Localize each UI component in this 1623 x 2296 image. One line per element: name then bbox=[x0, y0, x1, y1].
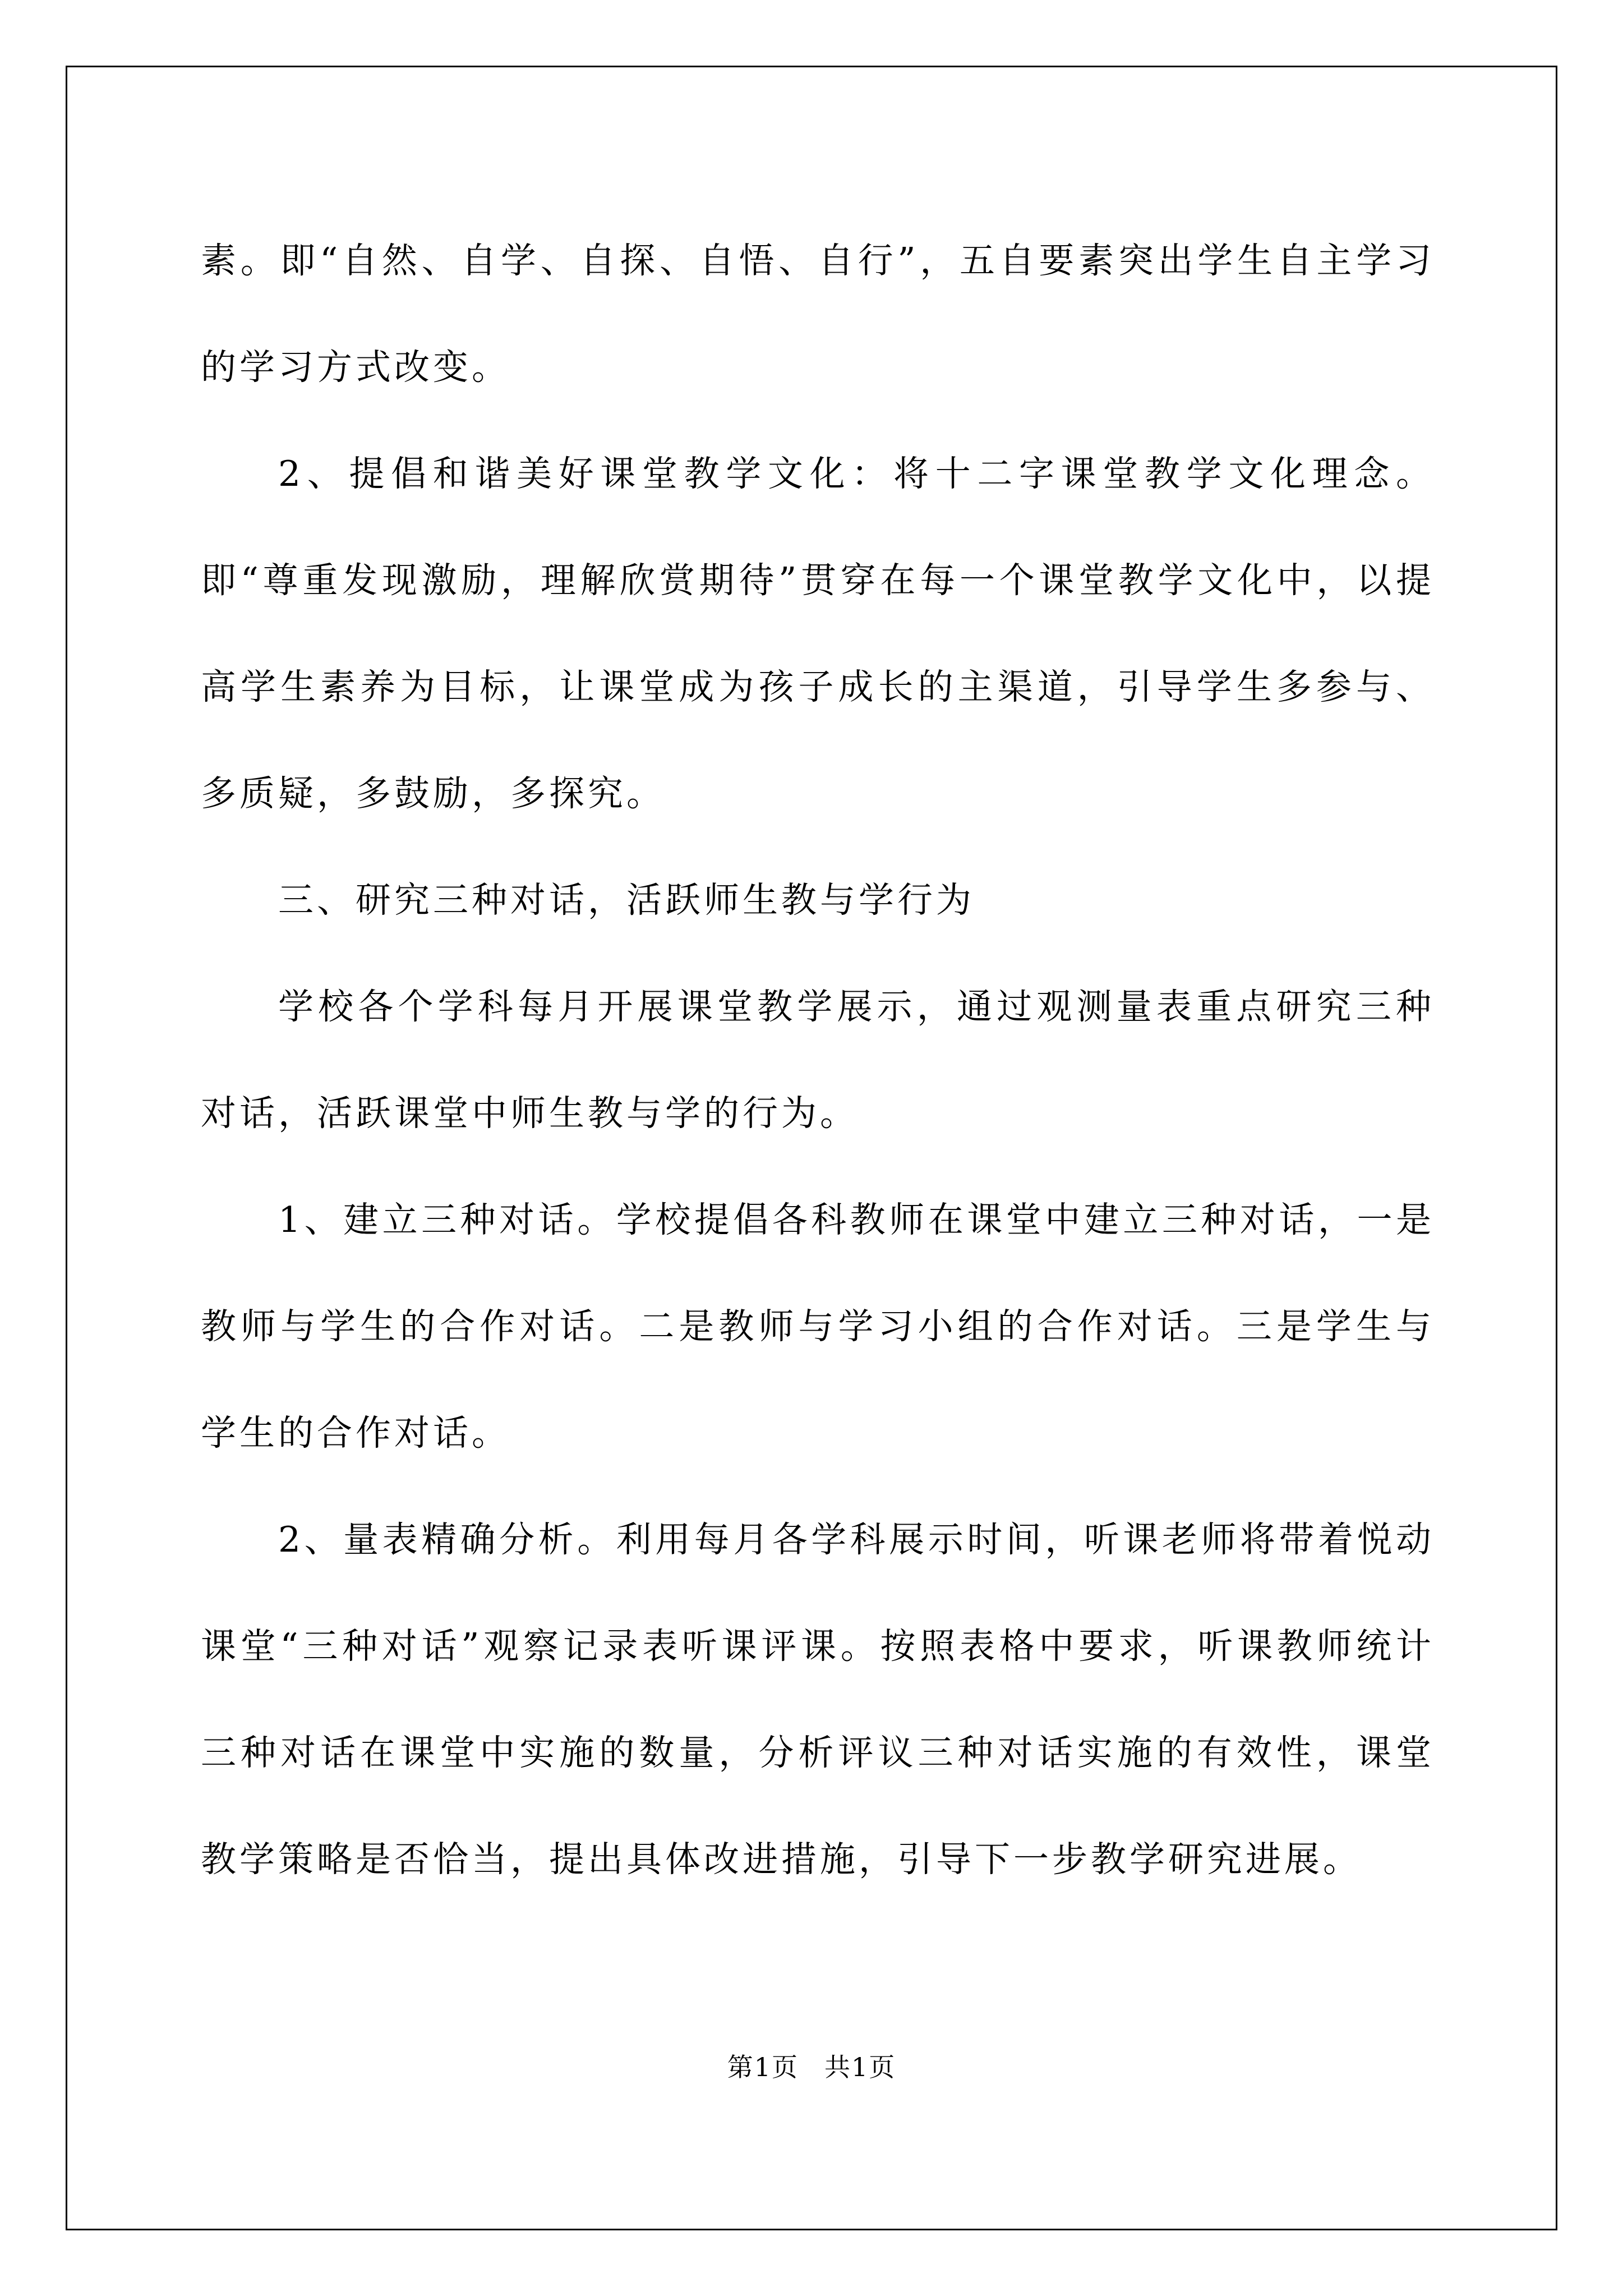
page-total: 共1页 bbox=[824, 2052, 896, 2082]
paragraph-4: 1、建立三种对话。学校提倡各科教师在课堂中建立三种对话，一是教师与学生的合作对话。二是教师与学习小组的合作对话。三是学生与学生的合作对话。 bbox=[201, 1199, 1435, 1453]
page-number: 第1页 bbox=[727, 2052, 799, 2082]
paragraph-1: 素。即“自然、自学、自探、自悟、自行”，五自要素突出学生自主学习的学习方式改变。 bbox=[201, 240, 1435, 388]
page-footer bbox=[0, 2050, 1623, 2084]
section-heading: 三、研究三种对话，活跃师生教与学行为 bbox=[278, 880, 975, 921]
paragraph-2: 2、提倡和谐美好课堂教学文化：将十二字课堂教学文化理念。即“尊重发现激励，理解欣赏期待”贯穿在每一个课堂教学文化中，以提高学生素养为目标，让课堂成为孩子成长的主渠道，引导学生多参与、多质疑，多鼓励，多探究。 bbox=[201, 453, 1435, 814]
document-body bbox=[201, 208, 1435, 1913]
paragraph-3: 学校各个学科每月开展课堂教学展示，通过观测量表重点研究三种对话，活跃课堂中师生教与学的行为。 bbox=[201, 986, 1435, 1134]
paragraph-5: 2、量表精确分析。利用每月各学科展示时间，听课老师将带着悦动课堂“三种对话”观察记录表听课评课。按照表格中要求，听课教师统计三种对话在课堂中实施的数量，分析评议三种对话实施的有效性，课堂教学策略是否恰当，提出具体改进措施，引导下一步教学研究进展。 bbox=[201, 1519, 1435, 1880]
